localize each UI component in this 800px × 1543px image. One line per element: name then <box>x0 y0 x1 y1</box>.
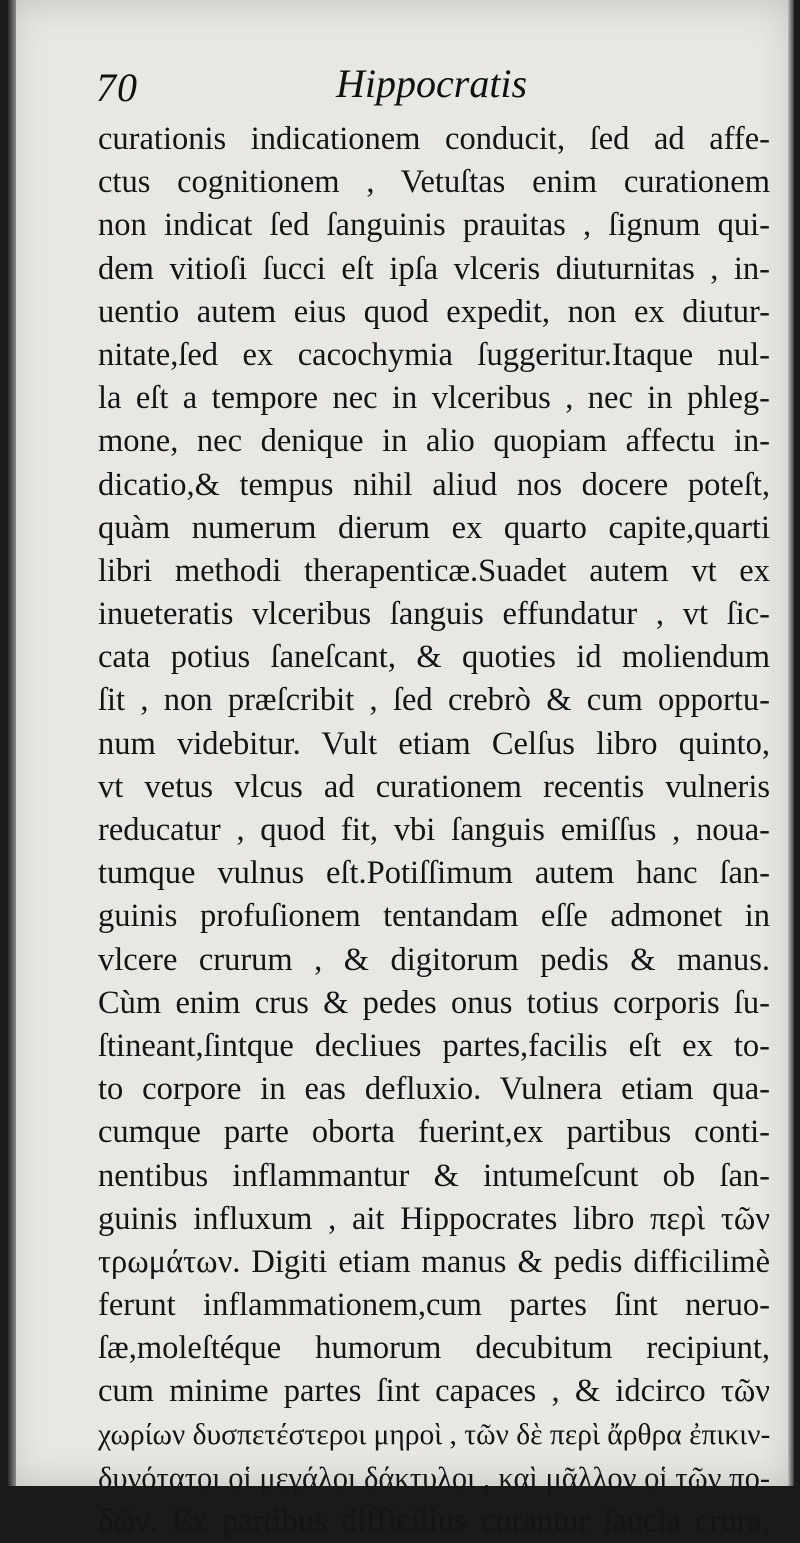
body-text <box>98 118 770 1543</box>
text-line: uentio autem eius quod expedit, non ex diutur- <box>98 293 770 330</box>
running-head: Hippocratis <box>336 61 528 106</box>
text-line: χωρίων δυσπετέστεροι μηροὶ , τῶν δὲ περὶ ἄρθρα ἐπικιν- <box>98 1418 771 1451</box>
text-line: δῶν. Ex partibus difficilius curantur ſaucia crura, <box>98 1503 770 1539</box>
text-line: quàm numerum dierum ex quarto capite,quarti <box>98 509 770 546</box>
text-line: non indicat ſed ſanguinis prauitas , ſignum qui- <box>98 207 770 244</box>
text-line: dem vitioſi ſucci eſt ipſa vlceris diuturnitas , in- <box>98 250 770 287</box>
text-line: guinis influxum , ait Hippocrates libro περὶ τῶν <box>98 1200 770 1237</box>
text-line: ſtineant,ſintque decliues partes,facilis eſt ex to- <box>98 1027 770 1064</box>
page-right-edge <box>788 0 794 1486</box>
text-line: nentibus inflammantur & intumeſcunt ob ſan- <box>98 1157 770 1194</box>
text-line: Cùm enim crus & pedes onus totius corporis ſu- <box>98 984 770 1021</box>
text-line: ſæ,moleſtéque humorum decubitum recipiunt, <box>98 1330 770 1367</box>
text-line: tumque vulnus eſt.Potiſſimum autem hanc ſan- <box>98 855 770 892</box>
text-line: vlcere crurum , & digitorum pedis & manus. <box>98 941 770 978</box>
text-line: inueteratis vlceribus ſanguis effundatur , vt ſic- <box>98 596 770 633</box>
text-line: guinis profuſionem tentandam eſſe admonet in <box>98 898 770 935</box>
text-line: reducatur , quod fit, vbi ſanguis emiſſus , noua- <box>98 812 770 848</box>
text-line: cumque parte oborta fuerint,ex partibus conti- <box>98 1114 770 1151</box>
text-line: ctus cognitionem , Vetuſtas enim curationem <box>98 164 770 201</box>
page-number: 70 <box>96 65 138 110</box>
text-line: curationis indicationem conducit, ſed ad affe- <box>98 121 770 157</box>
text-line: dicatio,& tempus nihil aliud nos docere poteſt, <box>98 466 770 503</box>
text-line: nitate,ſed ex cacochymia ſuggeritur.Itaque nul- <box>98 336 770 373</box>
text-line: libri methodi therapenticæ.Suadet autem vt ex <box>98 552 770 589</box>
text-line: cata potius ſaneſcant, & quoties id moliendum <box>98 639 770 676</box>
text-line: vt vetus vlcus ad curationem recentis vulneris <box>98 768 770 805</box>
text-line: δυνότατοι οἱ μεγάλοι δάκτυλοι , καὶ μᾶλλον οἱ τῶν πο- <box>98 1460 770 1495</box>
text-line: mone, nec denique in alio quopiam affectu in- <box>98 423 770 460</box>
text-line: num videbitur. Vult etiam Celſus libro quinto, <box>98 725 770 762</box>
page-left-edge <box>8 0 16 1486</box>
page-header <box>96 61 736 114</box>
text-line: la eſt a tempore nec in vlceribus , nec in phleg- <box>98 380 770 417</box>
text-line: τρωμάτων. Digiti etiam manus & pedis difficilimè <box>98 1243 770 1280</box>
book-page <box>8 0 794 1539</box>
text-line: to corpore in eas defluxio. Vulnera etiam qua- <box>98 1071 770 1108</box>
text-line: cum minime partes ſint capaces , & idcirco τῶν <box>98 1373 770 1410</box>
text-line: ſit , non præſcribit , ſed crebrò & cum opportu- <box>98 682 770 719</box>
text-line: ferunt inflammationem,cum partes ſint neruo- <box>98 1287 770 1324</box>
